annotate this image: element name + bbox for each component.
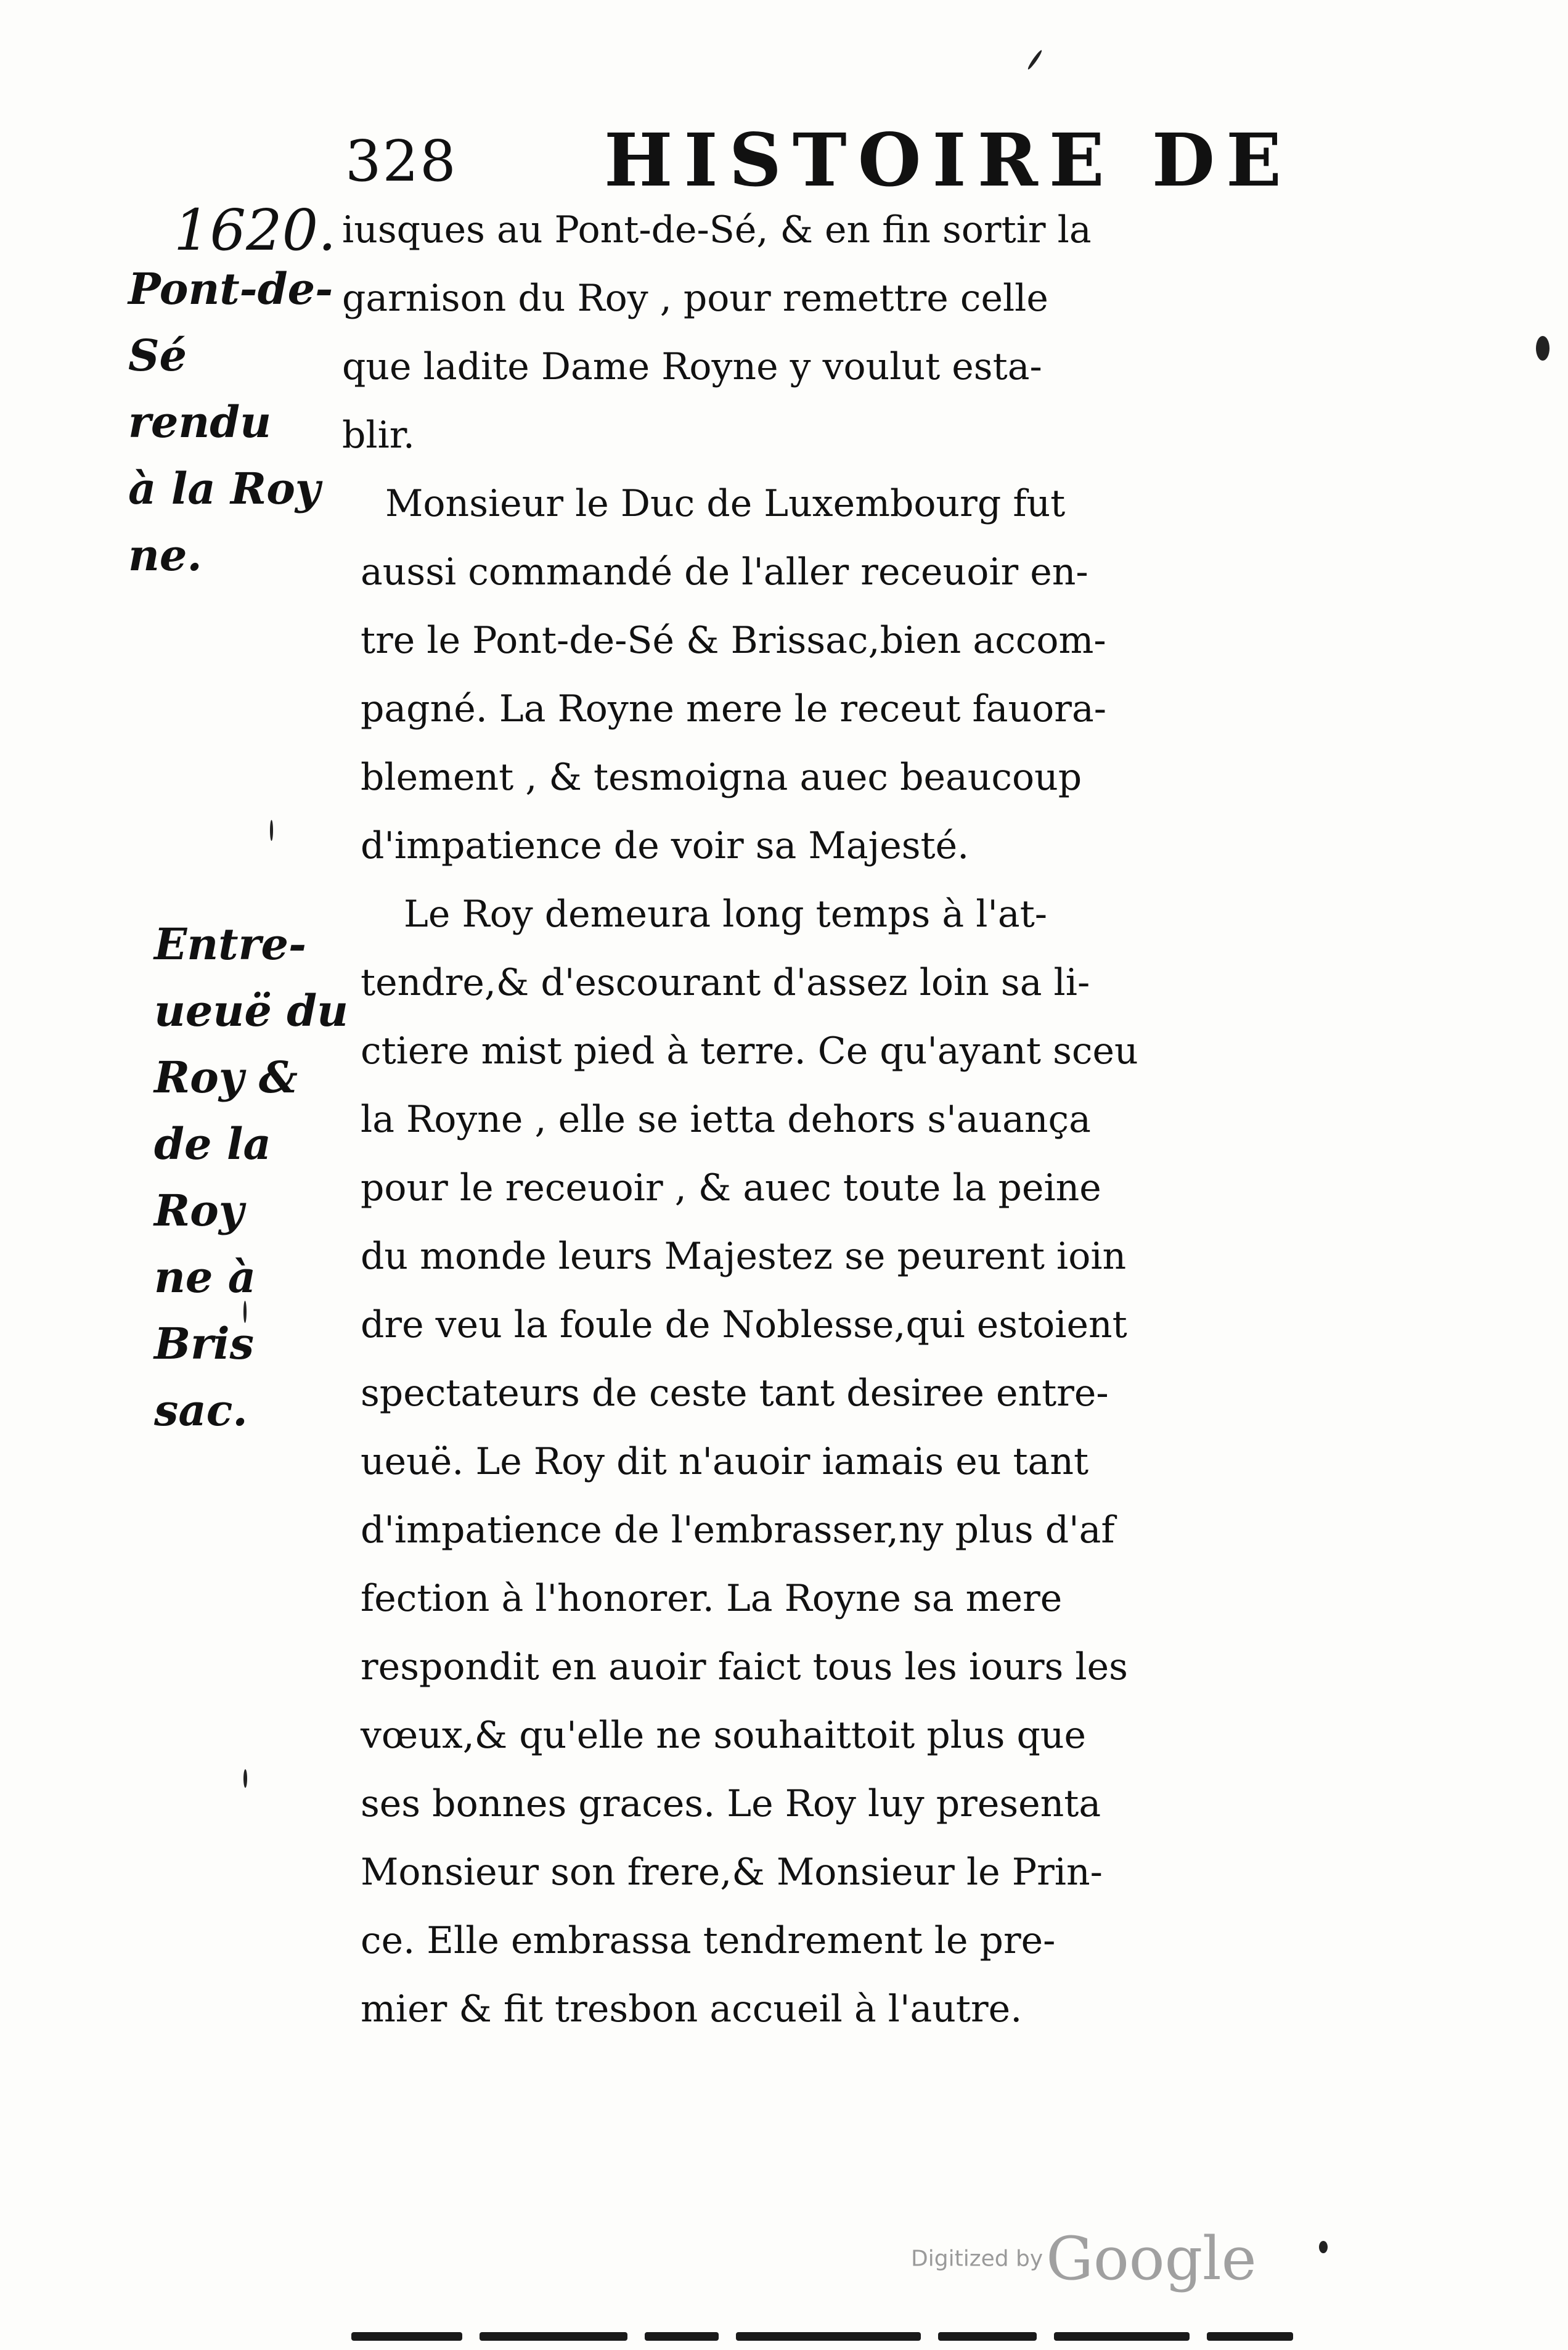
digitized-watermark	[911, 2224, 1257, 2293]
text-line: garnison du Roy , pour remettre celle	[342, 277, 1048, 320]
text-line: blement , & tesmoigna auec beaucoup	[361, 756, 1082, 799]
watermark-prefix: Digitized by	[911, 2246, 1043, 2272]
text-line: dre veu la foule de Noblesse,qui estoient	[361, 1303, 1127, 1346]
text-line: que ladite Dame Royne y voulut esta-	[342, 345, 1042, 388]
scan-speck	[1536, 336, 1550, 361]
text-line: ses bonnes graces. Le Roy luy presenta	[361, 1782, 1101, 1825]
margin-year: 1620.	[174, 197, 337, 263]
text-line: d'impatience de l'embrasser,ny plus d'af	[361, 1509, 1115, 1552]
text-line: pour le receuoir , & auec toute la peine	[361, 1166, 1101, 1210]
margin-note-pont-de-se: Pont-de- Sé rendu à la Roy ne.	[128, 263, 333, 581]
text-line: d'impatience de voir sa Majesté.	[361, 824, 970, 867]
text-line: Monsieur le Duc de Luxembourg fut	[385, 482, 1066, 525]
scan-speck	[1319, 2241, 1328, 2253]
bleed-through-text	[351, 2332, 1436, 2350]
scan-speck	[243, 1769, 247, 1788]
scan-speck	[270, 820, 273, 841]
body-text	[342, 196, 1427, 2044]
text-line: tendre,& d'escourant d'assez loin sa li-	[361, 961, 1090, 1004]
text-line: mier & fit tresbon accueil à l'autre.	[361, 1988, 1023, 2031]
text-line: aussi commandé de l'aller receuoir en-	[361, 551, 1088, 594]
text-line: vœux,& qu'elle ne souhaittoit plus que	[361, 1714, 1087, 1757]
text-line: tre le Pont-de-Sé & Brissac,bien accom-	[361, 619, 1106, 662]
google-logo: Google	[1046, 2224, 1257, 2293]
text-line: spectateurs de ceste tant desiree entre-	[361, 1372, 1109, 1415]
running-title: HISTOIRE DE	[604, 117, 1293, 203]
text-line: Le Roy demeura long temps à l'at-	[404, 893, 1048, 936]
text-line: du monde leurs Majestez se peurent ioin	[361, 1235, 1127, 1278]
text-line: ctiere mist pied à terre. Ce qu'ayant sceu	[361, 1030, 1138, 1073]
text-line: iusques au Pont-de-Sé, & en fin sortir la	[342, 208, 1092, 252]
text-line: ce. Elle embrassa tendrement le pre-	[361, 1919, 1056, 1962]
text-line: ueuë. Le Roy dit n'auoir iamais eu tant	[361, 1440, 1089, 1483]
margin-note-entreveue: Entre- ueuë du Roy & de la Roy ne à Bris sac.	[154, 919, 349, 1436]
text-line: Monsieur son frere,& Monsieur le Prin-	[361, 1851, 1103, 1894]
scan-speck	[1027, 49, 1043, 71]
text-line: fection à l'honorer. La Royne sa mere	[361, 1577, 1063, 1620]
page-number: 328	[345, 128, 457, 194]
text-line: blir.	[342, 414, 415, 457]
text-line: la Royne , elle se ietta dehors s'auança	[361, 1098, 1091, 1141]
text-line: respondit en auoir faict tous les iours les	[361, 1645, 1128, 1689]
text-line: pagné. La Royne mere le receut fauora-	[361, 687, 1107, 731]
page-header	[345, 111, 1307, 203]
